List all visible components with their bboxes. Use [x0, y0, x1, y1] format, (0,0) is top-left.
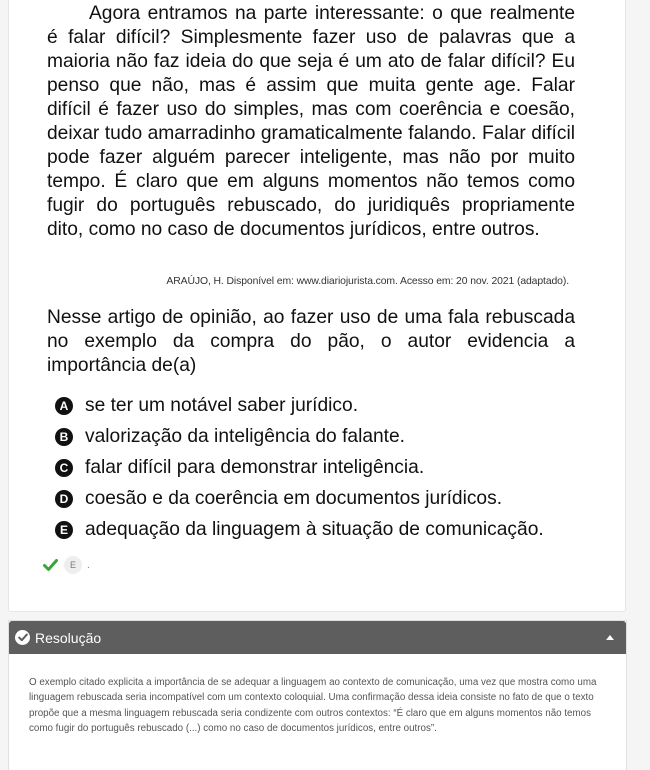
- option-letter-a: A: [55, 397, 73, 415]
- correct-answer: [43, 556, 90, 574]
- passage-source: ARAÚJO, H. Disponível em: www.diariojurista.com. Acesso em: 20 nov. 2021 (adaptado).: [166, 276, 569, 287]
- option-letter-e: E: [55, 521, 73, 539]
- question-card: [8, 0, 626, 612]
- answer-options: [55, 390, 585, 545]
- resolution-title: Resolução: [35, 629, 102, 646]
- caret-up-icon[interactable]: [606, 635, 614, 640]
- answer-suffix: .: [87, 559, 90, 571]
- option-text-b: valorização da inteligência do falante.: [85, 425, 406, 447]
- option-a: [55, 390, 585, 421]
- resolution-header[interactable]: [9, 621, 626, 654]
- question-image: [35, 0, 583, 548]
- check-icon: [43, 558, 58, 572]
- option-letter-d: D: [55, 490, 73, 508]
- option-text-e: adequação da linguagem à situação de comunicação.: [85, 518, 544, 540]
- option-text-a: se ter um notável saber jurídico.: [85, 394, 359, 416]
- option-b: [55, 421, 585, 452]
- check-circle-icon: [15, 630, 30, 645]
- option-d: [55, 483, 585, 514]
- question-stem: Nesse artigo de opinião, ao fazer uso de uma fala rebuscada no exemplo da compra do pão, o autor evidencia a importância de(a): [47, 307, 575, 376]
- option-text-d: coesão e da coerência em documentos jurídicos.: [85, 487, 503, 509]
- resolution-panel: [8, 620, 627, 770]
- option-text-c: falar difícil para demonstrar inteligência.: [85, 456, 425, 478]
- resolution-text: O exemplo citado explicita a importância de se adequar a linguagem ao contexto de comunicação, uma vez que mostra como uma linguagem rebuscada seria incompatível com um contexto coloquial. Uma confirmação dessa ideia consiste no fato de que o texto propõe que a mesma linguagem rebuscada seria condizente com outros contextos: “É claro que em alguns momentos não temos como fugir do português rebuscado (...) como no caso de documentos jurídicos, entre outros”.: [29, 677, 597, 735]
- option-c: [55, 452, 585, 483]
- answer-badge: E: [64, 556, 82, 574]
- option-letter-b: B: [55, 428, 73, 446]
- option-e: [55, 514, 585, 545]
- option-letter-c: C: [55, 459, 73, 477]
- question-passage: Agora entramos na parte interessante: o que realmente é falar difícil? Simplesmente fazer uso de palavras que a maioria não faz ideia do que seja é um ato de falar difícil? Eu penso que não, mas é assim que muita gente age. Falar difícil é fazer uso do simples, mas com coerência e coesão, deixar tudo amarradinho gramaticalmente falando. Falar difícil pode fazer alguém parecer inteligente, mas não por muito tempo. É claro que em alguns momentos não temos como fugir do português rebuscado, do juridiquês propriamente dito, como no caso de documentos jurídicos, entre outros.: [47, 3, 575, 240]
